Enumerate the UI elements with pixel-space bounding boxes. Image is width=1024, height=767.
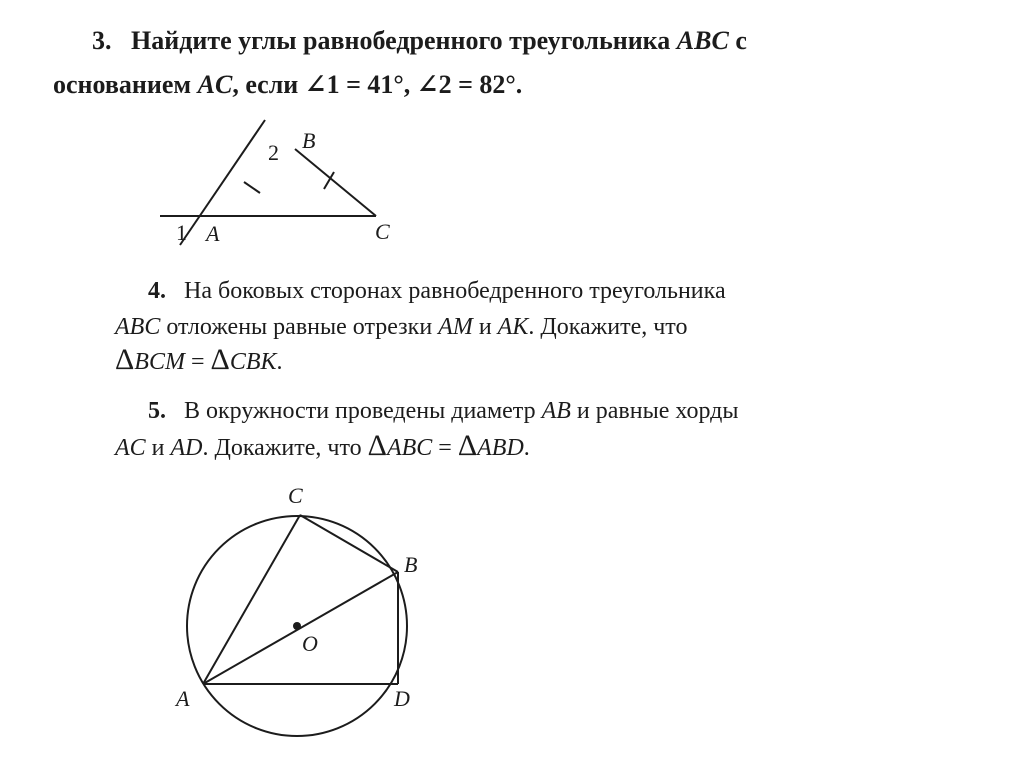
diameter-ab: AB xyxy=(541,398,571,424)
chord-cb-line xyxy=(300,515,398,572)
problem-4-number: 4. xyxy=(148,278,166,304)
problem-3-text: основанием xyxy=(53,70,198,99)
separator: , xyxy=(403,70,417,99)
label-c: C xyxy=(288,483,303,508)
label-a: A xyxy=(176,686,190,711)
problem-4-line-2 xyxy=(115,313,687,341)
problem-3-text: , если xyxy=(232,70,305,99)
problem-4-text: отложены равные отрезки xyxy=(160,314,439,340)
segment-ak: AK xyxy=(497,314,529,340)
equals: = xyxy=(184,349,211,375)
circle-figure xyxy=(160,470,460,767)
angle-1-value: ∠1 = 41° xyxy=(304,70,404,99)
triangle-cbk: CBK xyxy=(229,349,277,375)
diameter-ab-line xyxy=(203,572,398,684)
problem-5-number: 5. xyxy=(148,398,166,424)
triangle-symbol: Δ xyxy=(210,343,230,376)
problem-5-line-2 xyxy=(115,429,530,462)
label-b: B xyxy=(404,552,418,577)
triangle-symbol: Δ xyxy=(367,429,387,462)
tick-ab xyxy=(244,182,260,193)
center-point xyxy=(293,622,301,630)
triangle-bcm: BCM xyxy=(134,349,185,375)
problem-4-line-3 xyxy=(115,343,283,376)
triangle-figure xyxy=(140,105,440,255)
triangle-name: ABC xyxy=(115,314,161,340)
problem-4-text: На боковых сторонах равнобедренного треугольника xyxy=(184,278,726,304)
triangle-symbol: Δ xyxy=(457,429,478,462)
problem-3-text: Найдите углы равнобедренного треугольника xyxy=(131,26,677,55)
problem-3-number: 3. xyxy=(92,26,112,55)
problem-4-line-1 xyxy=(148,277,726,305)
label-1: 1 xyxy=(176,220,187,245)
line-ab-extended xyxy=(180,120,265,245)
problem-4-text: . Докажите, что xyxy=(528,314,688,340)
equals: = xyxy=(432,435,458,461)
period: . xyxy=(523,435,530,461)
conjunction: и xyxy=(472,314,498,340)
period: . xyxy=(276,349,283,375)
triangle-symbol: Δ xyxy=(115,343,135,376)
problem-3-line-2 xyxy=(53,70,522,100)
label-c: C xyxy=(375,219,390,244)
label-d: D xyxy=(394,686,410,711)
angle-2-value: ∠2 = 82° xyxy=(416,70,516,99)
problem-5-line-1 xyxy=(148,397,738,425)
chord-ac-line xyxy=(203,515,300,684)
problem-5-text: . Докажите, что xyxy=(202,435,368,461)
side-bc xyxy=(295,149,376,216)
label-a: A xyxy=(206,221,220,246)
problem-5-text: и равные хорды xyxy=(570,398,739,424)
chord-ac: AC xyxy=(115,435,146,461)
label-o: O xyxy=(302,631,318,656)
chord-ad: AD xyxy=(170,435,203,461)
problem-5-text: В окружности проведены диаметр xyxy=(184,398,542,424)
triangle-abc: ABC xyxy=(386,435,433,461)
conjunction: и xyxy=(145,435,171,461)
problem-3-text-end: с xyxy=(728,26,747,55)
problem-3-line-1 xyxy=(92,26,747,56)
base-name: AC xyxy=(197,70,233,99)
label-b: B xyxy=(302,128,316,153)
label-2: 2 xyxy=(268,140,279,165)
segment-am: AM xyxy=(438,314,473,340)
period: . xyxy=(515,70,523,99)
triangle-abd: ABD xyxy=(477,435,524,461)
triangle-name: ABC xyxy=(676,26,729,55)
